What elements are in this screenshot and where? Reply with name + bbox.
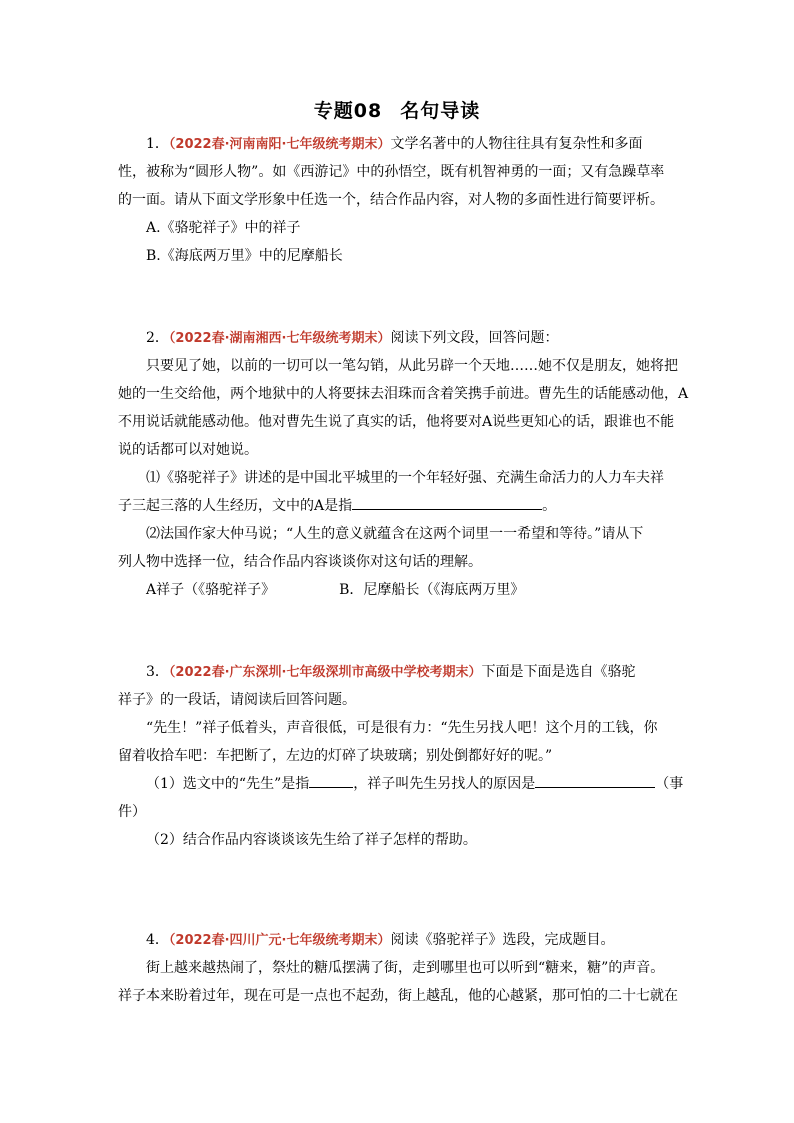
passage-line: 说的话都可以对她说。 bbox=[118, 442, 258, 458]
question-source: （2022春·广东深圳·七年级深圳市高级中学校考期末） bbox=[168, 665, 482, 680]
subquestion-1: ⑴《骆驼祥子》讲述的是中国北平城里的一个年轻好强、充满生命活力的人力车夫祥 bbox=[146, 470, 664, 486]
subquestion-2: ⑵法国作家大仲马说；“人生的意义就蕴含在这两个词里一一希望和等待。”请从下 bbox=[146, 526, 644, 542]
subquestion-1: （1）选文中的“先生”是指 bbox=[146, 776, 310, 792]
subquestion-2-cont: 列人物中选择一位，结合作品内容谈谈你对这句话的理解。 bbox=[118, 554, 482, 570]
answer-blank[interactable] bbox=[352, 493, 542, 510]
question-intro: 阅读《骆驼祥子》选段，完成题目。 bbox=[390, 932, 615, 948]
passage-line: 祥子本来盼着过年，现在可是一点也不起劲，街上越乱，他的心越紧，那可怕的二十七就在 bbox=[118, 988, 678, 1004]
question-number: 1． bbox=[146, 136, 169, 152]
answer-blank[interactable] bbox=[535, 771, 655, 788]
question-number: 4． bbox=[146, 932, 169, 948]
question-2 bbox=[118, 324, 689, 604]
option-a: A.《骆驼祥子》中的祥子 bbox=[146, 220, 301, 236]
title-prefix: 专题08 bbox=[313, 100, 383, 122]
subquestion-2: （2）结合作品内容谈谈该先生给了祥子怎样的帮助。 bbox=[146, 832, 477, 848]
question-text: 的一面。请从下面文学形象中任选一个，结合作品内容，对人物的多面性进行简要评析。 bbox=[118, 192, 664, 208]
punctuation: 。 bbox=[542, 498, 557, 514]
page-title bbox=[0, 98, 794, 124]
question-source: （2022春·四川广元·七年级统考期末） bbox=[168, 933, 391, 948]
question-intro: 阅读下列文段，回答问题： bbox=[390, 330, 559, 346]
passage-line: “先生！”祥子低着头，声音很低，可是很有力：“先生另找人吧！这个月的工钱，你 bbox=[146, 720, 658, 736]
question-number: 2． bbox=[146, 330, 169, 346]
question-1 bbox=[118, 130, 678, 270]
subquestion-1-cont: 件） bbox=[118, 804, 146, 820]
question-intro: 下面是下面是选自《骆驼 bbox=[481, 664, 636, 680]
passage-line: 只要见了她，以前的一切可以一笔勾销，从此另辟一个天地……她不仅是朋友，她将把 bbox=[146, 358, 678, 374]
question-number: 3． bbox=[146, 664, 169, 680]
choice-a: A祥子（《骆驼祥子》 bbox=[146, 582, 276, 598]
passage-line: 她的一生交给他，两个地狱中的人将要抹去泪珠而含着笑携手前进。曹先生的话能感动他，A bbox=[118, 386, 689, 402]
question-source: （2022春·河南南阳·七年级统考期末） bbox=[168, 137, 391, 152]
subquestion-1-mid: ，祥子叫先生另找人的原因是 bbox=[353, 776, 536, 792]
question-4 bbox=[118, 926, 678, 1010]
passage-line: 不用说话就能感动他。他对曹先生说了真实的话，他将要对A说些更知心的话，跟谁也不能 bbox=[118, 414, 675, 430]
question-3 bbox=[118, 658, 684, 854]
question-source: （2022春·湖南湘西·七年级统考期末） bbox=[168, 331, 391, 346]
title-main: 名句导读 bbox=[400, 100, 481, 122]
choice-b: B．尼摩船长（《海底两万里》 bbox=[339, 582, 525, 598]
passage-line: 街上越来越热闹了，祭灶的糖瓜摆满了街，走到哪里也可以听到“糖来，糖”的声音。 bbox=[146, 960, 665, 976]
subquestion-1-cont: 子三起三落的人生经历，文中的A是指 bbox=[118, 498, 353, 514]
answer-blank[interactable] bbox=[309, 771, 353, 788]
question-intro-cont: 祥子》的一段话，请阅读后回答问题。 bbox=[118, 692, 356, 708]
passage-line: 留着收拾车吧：车把断了，左边的灯碎了块玻璃；别处倒都好好的呢。” bbox=[118, 748, 553, 764]
subquestion-1-end: （事 bbox=[655, 776, 684, 792]
question-text: 性，被称为“圆形人物”。如《西游记》中的孙悟空，既有机智神勇的一面；又有急躁草率 bbox=[118, 164, 665, 180]
option-b: B.《海底两万里》中的尼摩船长 bbox=[146, 248, 343, 264]
question-text: 文学名著中的人物往往具有复杂性和多面 bbox=[390, 136, 643, 152]
